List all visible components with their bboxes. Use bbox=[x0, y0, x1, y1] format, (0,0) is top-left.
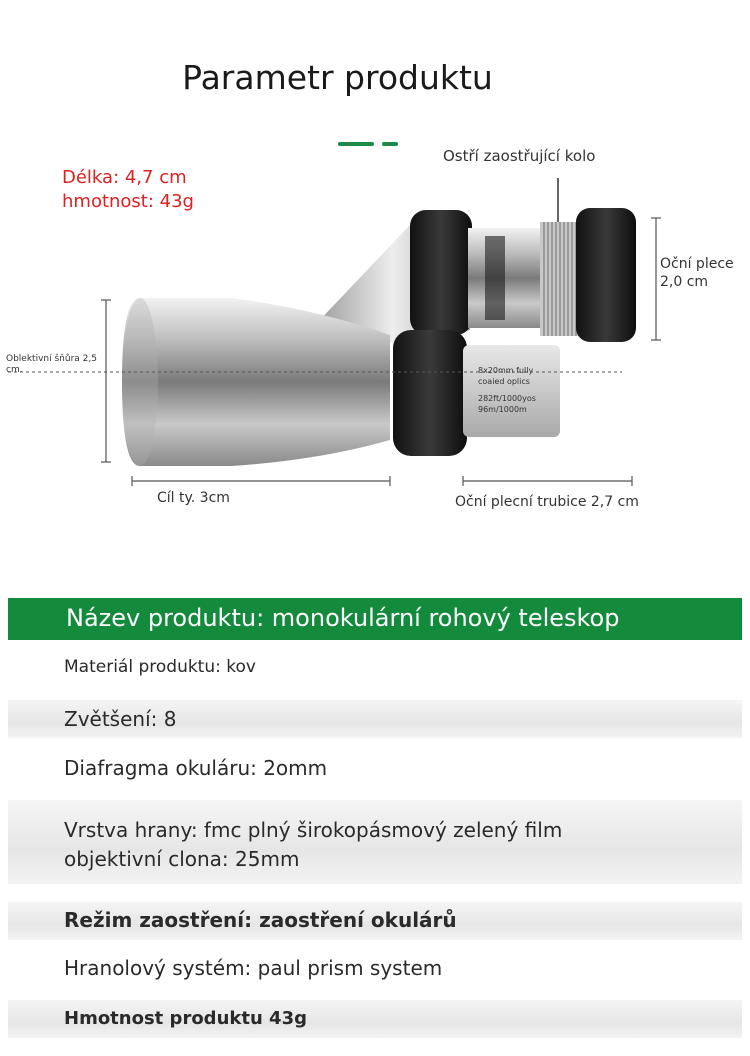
eye-shoulder-label: Oční plece 2,0 cm bbox=[660, 256, 734, 290]
focus-ring-label: Ostří zaostřující kolo bbox=[443, 147, 596, 165]
spec-row-magnification bbox=[8, 700, 742, 738]
spec-magnification-text: Zvětšení: 8 bbox=[64, 707, 177, 731]
spec-material-text: Materiál produktu: kov bbox=[64, 657, 256, 677]
objective-tube bbox=[122, 298, 390, 466]
eyecup bbox=[576, 208, 636, 342]
product-name-header bbox=[8, 598, 742, 640]
prism-housing bbox=[463, 345, 560, 437]
page-title: Parametr produktu bbox=[182, 58, 493, 97]
lower-black-collar bbox=[393, 330, 467, 456]
weight-spec: hmotnost: 43g bbox=[62, 191, 194, 212]
objective-width-label: Oblektivní šňůra 2,5 cm. bbox=[6, 354, 97, 375]
spec-row-focus-mode bbox=[8, 902, 742, 940]
product-name-text: Název produktu: monokulární rohový teleskop bbox=[66, 604, 620, 632]
eyepiece-barrel bbox=[468, 228, 543, 328]
spec-prism-text: Hranolový systém: paul prism system bbox=[64, 956, 443, 980]
spec-row-weight bbox=[8, 1000, 742, 1038]
scope-print-1: 8x20mm fully bbox=[478, 366, 534, 375]
spec-focus-mode-text: Režim zaostření: zaostření okulárů bbox=[64, 908, 457, 932]
spec-eyepiece-aperture-text: Diafragma okuláru: 2omm bbox=[64, 756, 328, 780]
scope-print-2: coaied oplics bbox=[478, 377, 530, 386]
length-spec: Délka: 4,7 cm bbox=[62, 167, 187, 188]
spec-row-coating bbox=[8, 800, 742, 884]
upper-black-body bbox=[410, 210, 472, 335]
scope-print-3: 282ft/1000yos bbox=[478, 394, 536, 403]
focus-ring bbox=[540, 222, 582, 336]
scope-print-4: 96m/1000m bbox=[478, 405, 527, 414]
spec-row-eyepiece-aperture bbox=[8, 748, 742, 788]
eye-tube-label: Oční plecní trubice 2,7 cm bbox=[455, 494, 639, 510]
spec-coating-text: Vrstva hrany: fmc plný širokopásmový zelený film objektivní clona: 25mm bbox=[64, 818, 563, 871]
spec-row-prism bbox=[8, 948, 742, 988]
spec-weight-text: Hmotnost produktu 43g bbox=[64, 1008, 307, 1029]
spec-row-material bbox=[8, 648, 742, 688]
target-label: Cíl ty. 3cm bbox=[157, 490, 230, 506]
